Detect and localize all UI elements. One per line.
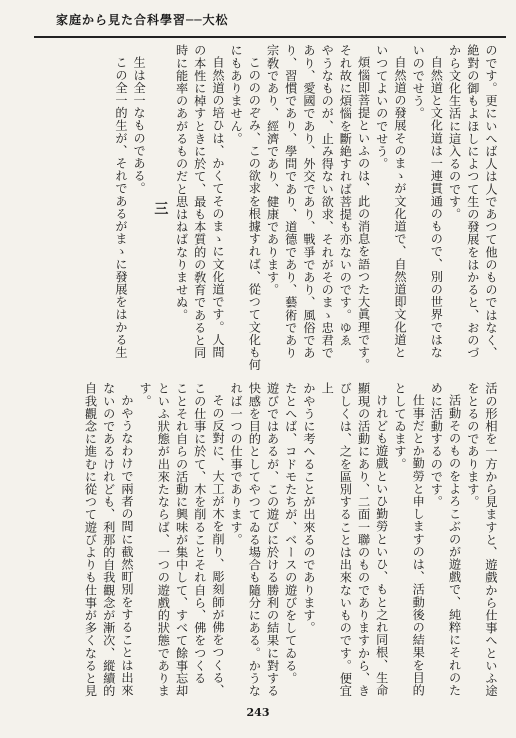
text-line: 遊びではあるが、この遊びに於ける勝利の結果に對する [265,382,280,697]
upper-text-block [36,44,500,372]
text-line: あり、愛國であり、外交であり、戰爭であり、風俗であ [301,44,316,359]
text-line: 顯現の活動にあり、二面一聯のものでありますから、き [356,382,371,697]
text-line: かやうに考へることが出來るのであります。 [301,382,316,634]
text-line: その反對に、大工が木を削り、彫刻師が佛をつくる、 [210,394,225,697]
header-rule [34,36,506,38]
text-line: をとるのであります。 [465,382,480,508]
text-line: 仕事だとか勤勞と申しますのは、活動後の結果を目的 [411,394,426,697]
text-line: 宗敎であり、經濟であり、健康であります。 [265,44,280,296]
page-number: 243 [246,706,270,719]
text-line: り、習慣であり、學問であり、道德であり、藝術であり [283,44,298,359]
running-header: 家庭から見た合科學習──大松 [56,13,229,27]
text-line: たとへば、コドモたちが、ベースの遊びをしてゐる。 [283,382,298,685]
text-line: びしくは、之を區別することは出來ないものです。便宜上 [320,382,353,697]
text-line: めに活動するのです。 [429,382,444,508]
text-line: から文化生活に這入るのです。 [447,44,462,221]
text-line: 活の形相を一方から見ますと、遊戲から仕事へといふ途 [484,382,498,697]
text-line: この仕事に於て、木を削ることそれ自ら、佛をつくる [192,382,207,685]
text-line: やうなものが、止み得ない欲求、それがそのまゝ忠君で [320,44,335,359]
text-line: 自然道の發展そのまゝが文化道で、自然道即文化道と [392,56,407,359]
text-line: ないのであるけれども、利那的自我觀念が漸次、縱續的 [101,382,116,697]
text-line: 煩惱即菩提といふのは、此の消息を語つた大眞理です。 [356,56,371,372]
text-line: のです。更にいへば人は人であつて他のものではなく、 [484,44,498,359]
text-line: といふ狀態が出來たならば、一つの遊戲的狀態でありま [156,382,171,697]
text-line: 時に能率のあがるものだと思はねばなりませぬ。 [174,44,189,322]
text-line: けれども遊戲といひ勤勞といひ、もと之れ同根、生命 [374,394,389,697]
text-line: 絶對の御もよほしによつて生の發展をはかると、おのづ [465,44,480,359]
text-line: ことそれ自らの活動に興味が集中して、すべて餘事忘却 [174,382,189,697]
text-line: 生は全一なものである。 [132,56,147,195]
text-line: かやうなわけで兩者の間に截然町別をすることは出來 [119,394,134,697]
text-line: いのでせう。 [411,44,426,120]
text-line: 活動そのものをよろこぶのが遊戲で、純粹にそれのた [447,394,462,697]
text-line: いつてよいのでせう。 [374,44,389,170]
text-line: 自然道の培ひは、かくてそのまゝに文化道です。人間 [210,56,225,359]
text-line: それ故に煩惱を斷絶すれば菩提も亦ないのです。ゆゑ [338,44,353,347]
text-line: 自我觀念に進むに從つて遊びよりも仕事が多くなると見 [83,382,98,697]
text-line: 快感を目的としてやつてゐる場合も隨分にある。かうな [247,382,262,697]
text-line: にもありません。 [229,44,244,145]
section-number: 三 [152,200,169,216]
text-line: す。 [138,382,153,408]
text-line: れば一つの仕事であります。 [229,382,244,546]
text-line: の本性に棹すときに於て、最も本質的の敎育であると同 [192,44,207,359]
text-line: この全一的生が、それであるがまゝに發展をはかる生 [113,56,128,359]
lower-text-block [36,382,500,698]
text-line: 自然道と文化道は一連貫通のもので、別の世界ではな [429,56,444,359]
text-line: このののぞみ、この欲求を根據すれば、從つて文化も何 [247,56,262,372]
text-line: としてゐます。 [392,382,407,471]
